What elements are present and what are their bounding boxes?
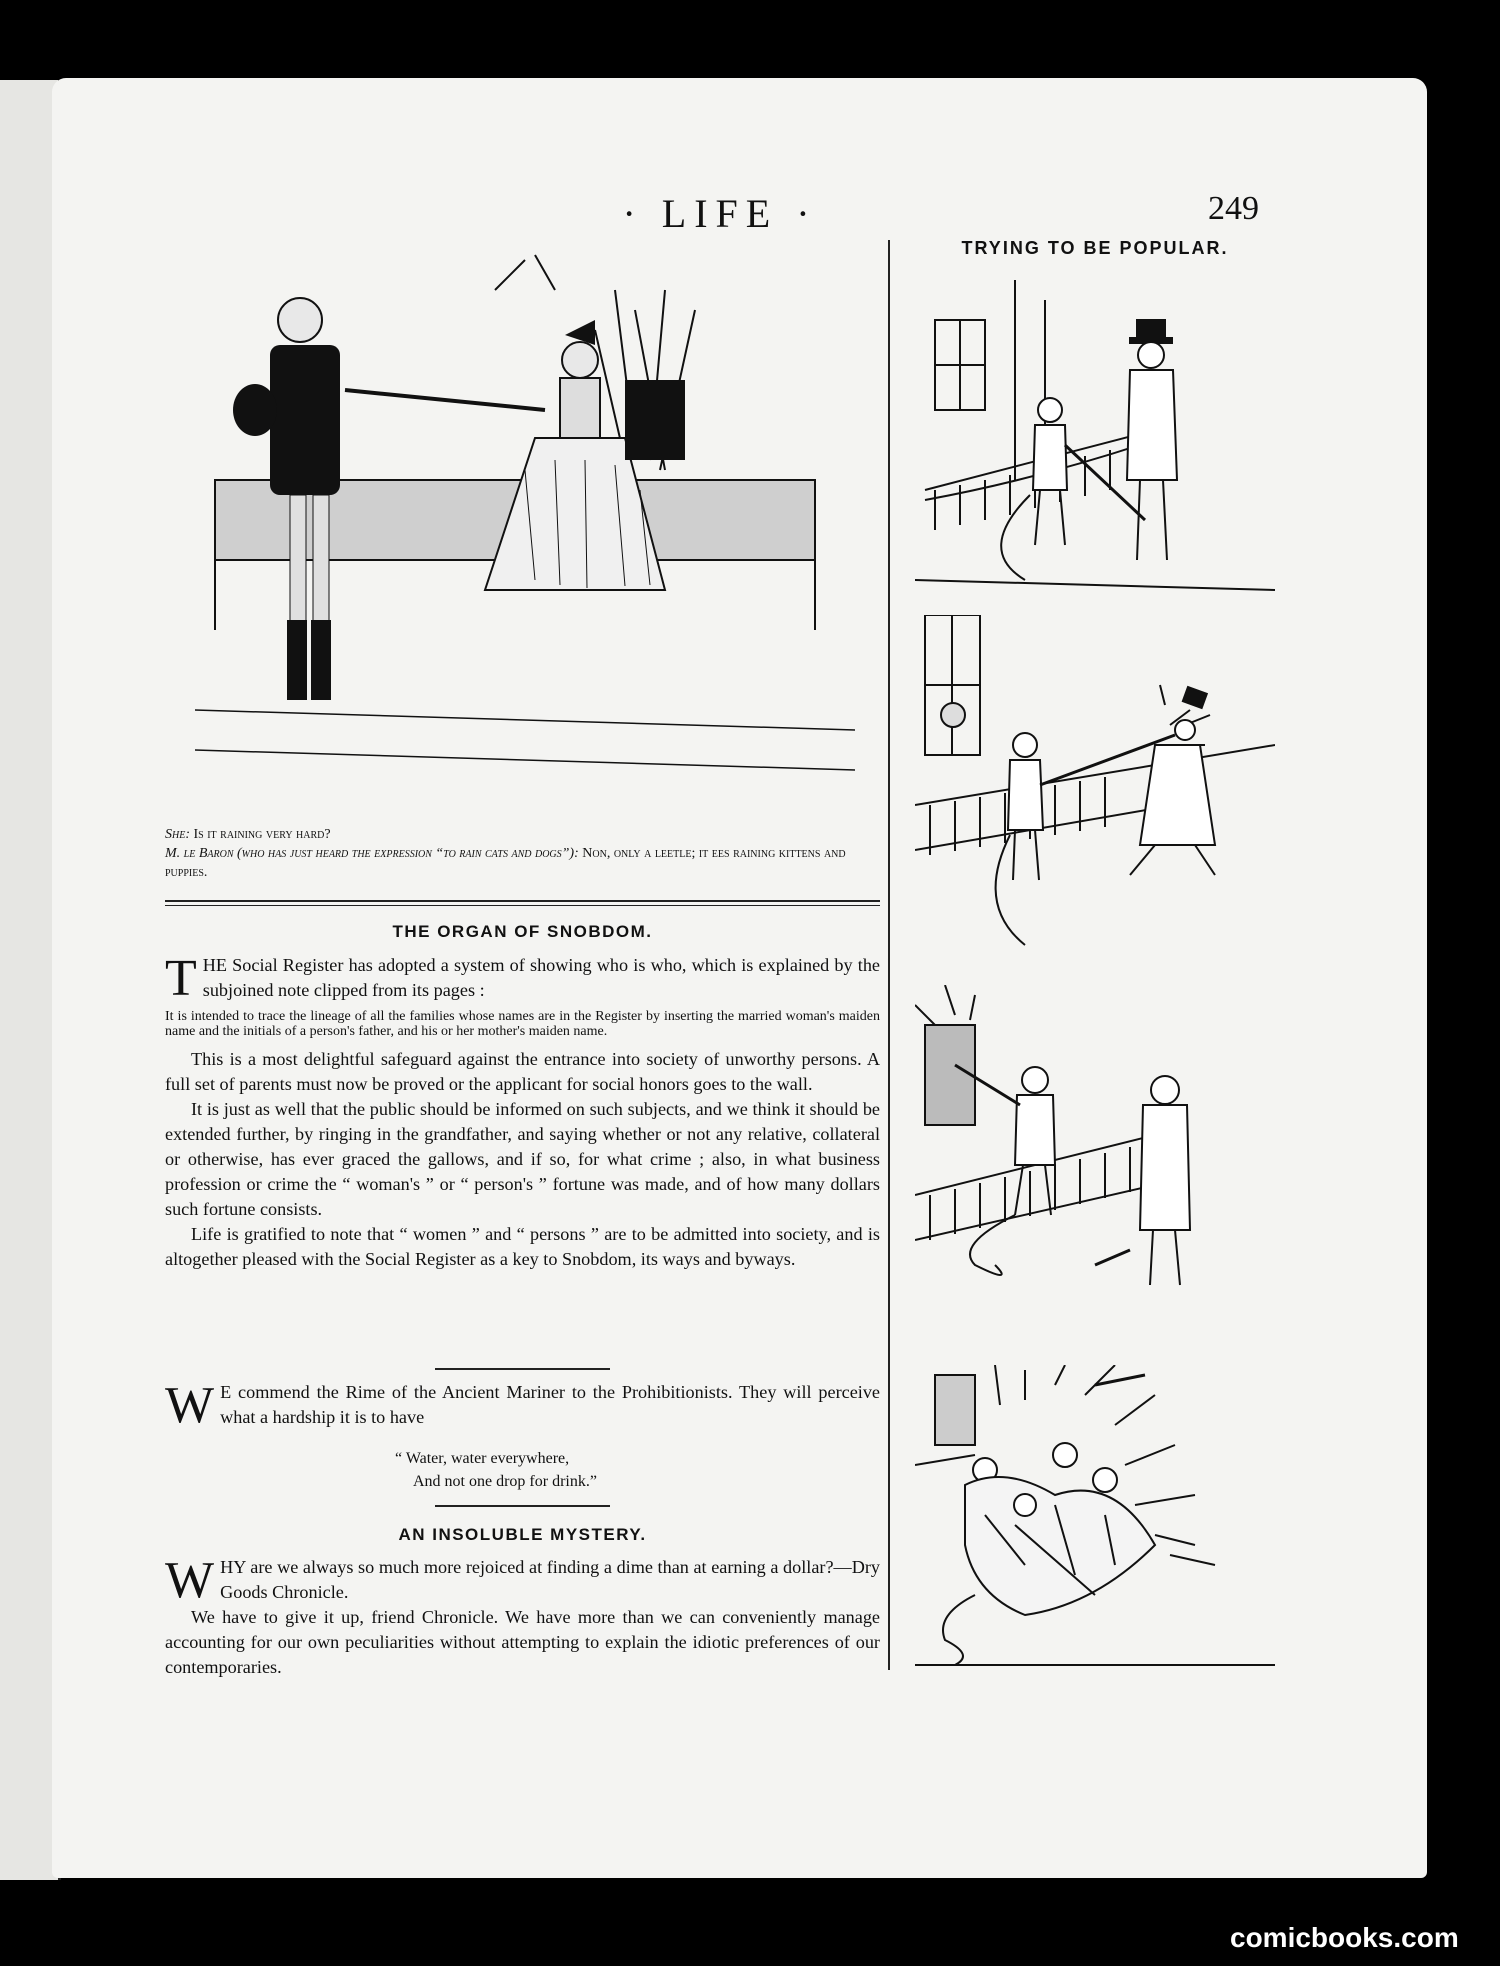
comic-panel-3: [915, 985, 1275, 1340]
paragraph: HY are we always so much more rejoiced at finding a dime than at earning a dollar?—Dry Goods Chronicle.: [220, 1557, 880, 1602]
quoted-note: It is intended to trace the lineage of all the families whose names are in the Register by inserting the married woman's maiden name and the initials of a person's father, and his or her mother's maiden name.: [165, 1009, 880, 1039]
paragraph: It is just as well that the public should be informed on such subjects, and we think it should be extended further, by ringing in the grandfather, and saying whether or not any relative, collateral or otherwise, has ever graced the gallows, and if so, for what crime ; also, in what business profession or crime the “ woman's ” or “ person's ” fortune was made, and of how many dollars such fortune consists.: [165, 1099, 880, 1219]
lady-figure: [485, 320, 685, 590]
salon-cartoon-illustration: [195, 250, 855, 810]
masthead: · LIFE ·: [622, 191, 818, 236]
dropcap: W: [165, 1552, 215, 1609]
section-divider: [165, 900, 880, 906]
comic-panel-4: [915, 1365, 1275, 1685]
dropcap: W: [165, 1377, 215, 1434]
site-watermark: comicbooks.com: [1230, 1922, 1459, 1953]
paragraph: E commend the Rime of the Ancient Mariner to the Prohibitionists. They will perceive what a hardship it is to have: [220, 1382, 880, 1427]
article-organ-of-snobdom: [165, 950, 880, 1272]
caption-speaker-2: M. le Baron: [165, 846, 234, 861]
comic-title: TRYING TO BE POPULAR.: [961, 238, 1229, 258]
verse-line: “ Water, water everywhere,: [395, 1450, 570, 1467]
paragraph: Life is gratified to note that “ women ” and “ persons ” are to be admitted into society, and is altogether pleased with the Social Register as a key to Snobdom, its ways and byways.: [165, 1224, 880, 1269]
caption-line-2: Non, only a leetle; it ees raining kittens and puppies.: [165, 846, 846, 880]
caption-line-1: Is it raining very hard?: [193, 827, 331, 842]
paragraph: We have to give it up, friend Chronicle. We have more than we can conveniently manage accounting for our own peculiarities without attempting to explain the idiotic preferences of our contemporaries.: [165, 1607, 880, 1677]
page-number: 249: [1208, 190, 1259, 227]
article-ancient-mariner: [165, 1377, 880, 1434]
caption-speaker-1: She:: [165, 827, 190, 842]
article-heading-mystery: AN INSOLUBLE MYSTERY.: [398, 1525, 647, 1544]
caption-aside: (who has just heard the expression “to rain cats and dogs”):: [237, 846, 579, 861]
short-divider: [435, 1368, 610, 1370]
article-insoluble-mystery: [165, 1552, 880, 1680]
column-rule: [888, 240, 890, 1670]
short-divider: [435, 1505, 610, 1507]
verse-line: And not one drop for drink.”: [413, 1473, 597, 1490]
verse-quote: [395, 1447, 695, 1493]
dropcap: T: [165, 950, 197, 1007]
paragraph: This is a most delightful safeguard against the entrance into society of unworthy persons. A full set of parents must now be proved or the applicant for social honors goes to the wall.: [165, 1049, 880, 1094]
cartoon-caption: [165, 825, 885, 882]
paragraph: HE Social Register has adopted a system of showing who is who, which is explained by the subjoined note clipped from its pages :: [202, 955, 880, 1000]
article-heading-organ: THE ORGAN OF SNOBDOM.: [392, 922, 653, 941]
comic-panel-2: [915, 615, 1275, 965]
comic-panel-1: [915, 280, 1275, 600]
